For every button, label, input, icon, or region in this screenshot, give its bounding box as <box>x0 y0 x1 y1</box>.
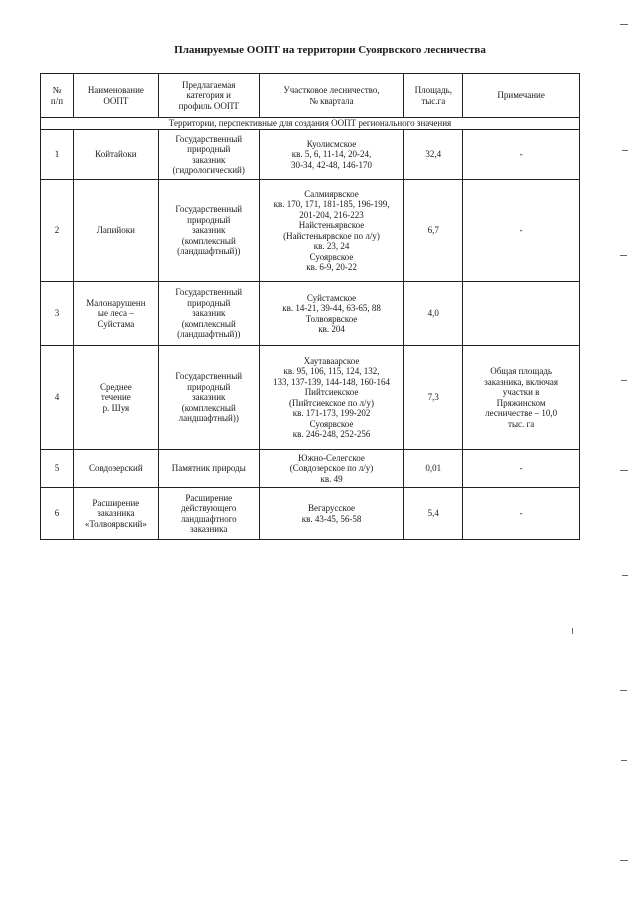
header-num: № п/п <box>41 74 74 118</box>
cell-category: Государственный природный заказник (комплексный (ландшафтный)) <box>158 282 259 346</box>
scan-mark <box>621 380 627 381</box>
table-row <box>41 488 580 540</box>
header-name: Наименование ООПТ <box>73 74 158 118</box>
page-title: Планируемые ООПТ на территории Суоярвского лесничества <box>174 44 486 56</box>
cell-location: Вегарусское кв. 43-45, 56-58 <box>259 488 404 540</box>
table-row <box>41 450 580 488</box>
cell-category: Расширение действующего ландшафтного заказника <box>158 488 259 540</box>
cell-note: - <box>463 488 580 540</box>
cell-num: 1 <box>41 130 74 180</box>
cell-category: Памятник природы <box>158 450 259 488</box>
cell-note: - <box>463 450 580 488</box>
oopt-table <box>40 73 580 540</box>
cell-name: Койтайоки <box>73 130 158 180</box>
table-row <box>41 130 580 180</box>
cell-area: 32,4 <box>404 130 463 180</box>
cell-num: 2 <box>41 180 74 282</box>
scan-mark <box>620 470 628 471</box>
header-area: Площадь, тыс.га <box>404 74 463 118</box>
scan-mark <box>622 150 628 151</box>
header-category: Предлагаемая категория и профиль ООПТ <box>158 74 259 118</box>
cell-num: 6 <box>41 488 74 540</box>
cell-name: Лапийоки <box>73 180 158 282</box>
cell-location: Куолисмское кв. 5, 6, 11-14, 20-24, 30-34, 42-48, 146-170 <box>259 130 404 180</box>
cell-area: 0,01 <box>404 450 463 488</box>
header-location: Участковое лесничество, № квартала <box>259 74 404 118</box>
cell-note: Общая площадь заказника, включая участки в Пряжинском лесничестве – 10,0 тыс. га <box>463 346 580 450</box>
cell-location: Хаутаваарское кв. 95, 106, 115, 124, 132, 133, 137-139, 144-148, 160-164 Пийтсиекское (Пийтсиекское по л/у) кв. 171-173, 199-202 Суоярвское кв. 246-248, 252-256 <box>259 346 404 450</box>
table-row <box>41 282 580 346</box>
cell-area: 5,4 <box>404 488 463 540</box>
cell-location: Южно-Селегское (Совдозерское по л/у) кв. 49 <box>259 450 404 488</box>
cell-area: 6,7 <box>404 180 463 282</box>
cell-name: Малонарушенн ые леса – Суйстама <box>73 282 158 346</box>
header-note: Примечание <box>463 74 580 118</box>
cell-category: Государственный природный заказник (комплексный ландшафтный)) <box>158 346 259 450</box>
scan-mark <box>620 255 627 256</box>
table-header-row <box>41 74 580 118</box>
cell-name: Среднее течение р. Шуя <box>73 346 158 450</box>
scan-mark <box>620 24 628 25</box>
scan-mark <box>621 760 627 761</box>
cell-name: Расширение заказника «Толвоярвский» <box>73 488 158 540</box>
table-row <box>41 346 580 450</box>
cell-location: Суйстамское кв. 14-21, 39-44, 63-65, 88 Толвоярвское кв. 204 <box>259 282 404 346</box>
section-row <box>41 118 580 130</box>
cell-category: Государственный природный заказник (гидрологический) <box>158 130 259 180</box>
scan-mark <box>620 860 628 861</box>
cell-num: 3 <box>41 282 74 346</box>
cell-area: 4,0 <box>404 282 463 346</box>
cell-note: - <box>463 130 580 180</box>
cell-note: - <box>463 180 580 282</box>
section-label: Территории, перспективные для создания ООПТ регионального значения <box>41 118 580 130</box>
cell-area: 7,3 <box>404 346 463 450</box>
cell-location: Салмиярвское кв. 170, 171, 181-185, 196-199, 201-204, 216-223 Найстеньярвское (Найстеньярвское по л/у) кв. 23, 24 Суоярвское кв. 6-9, 20-22 <box>259 180 404 282</box>
cell-category: Государственный природный заказник (комплексный (ландшафтный)) <box>158 180 259 282</box>
cell-num: 4 <box>41 346 74 450</box>
cell-num: 5 <box>41 450 74 488</box>
scan-mark <box>620 690 627 691</box>
cell-name: Совдозерский <box>73 450 158 488</box>
table-row <box>41 180 580 282</box>
scan-mark <box>572 628 573 634</box>
scan-mark <box>622 575 628 576</box>
cell-note <box>463 282 580 346</box>
